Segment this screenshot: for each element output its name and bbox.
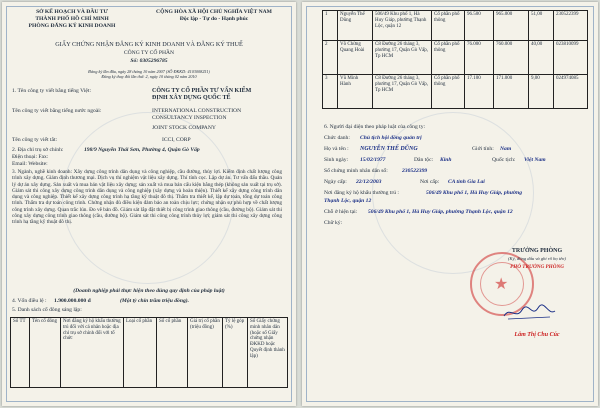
registration-date-1: Đăng ký lần đầu, ngày 28 tháng 10 năm 2007 (SỐ ĐKKD: 4103008251) xyxy=(88,69,210,74)
residence-value-2: Thạnh Lộc, quận 12 xyxy=(324,198,372,204)
company-type: CÔNG TY CỔ PHẦN xyxy=(123,50,175,56)
business-lines-note: (Doanh nghiệp phải thực hiện theo đúng quy định của pháp luật) xyxy=(73,288,225,294)
row-name: Nguyễn Thế Dũng xyxy=(338,11,373,41)
row-address: C8 Đường 26 tháng 3, phường 17, Quận Gò Vấp, Tp HCM xyxy=(373,75,432,109)
issuer-value: CA tỉnh Gia Lai xyxy=(448,179,485,185)
charter-capital-label: 4. Vốn điều lệ : xyxy=(12,298,47,304)
row-type: Cổ phần phổ thông xyxy=(432,75,465,109)
ethnic-label: Dân tộc: xyxy=(414,157,434,163)
row-id: 023810099 xyxy=(554,41,588,75)
handwritten-signature xyxy=(502,302,557,322)
company-name-en-3: JOINT STOCK COMPANY xyxy=(152,125,216,131)
star-icon: ★ xyxy=(494,276,509,293)
legal-rep-label: 6. Người đại diện theo pháp luật của công ty: xyxy=(324,124,426,130)
company-name-vi-1: CÔNG TY CỔ PHẦN TƯ VẤN KIỂM xyxy=(152,88,252,94)
email-website: Email: Website: xyxy=(12,161,48,167)
table-row xyxy=(323,11,588,41)
issue-date-value: 22/12/2003 xyxy=(356,179,382,185)
company-name-en-2: CONSULTANCY INSPECTION xyxy=(152,115,227,121)
col-address: Nơi đăng ký hộ khẩu thường trú đối với cá nhân hoặc địa chỉ trụ sở chính đối với tổ chức xyxy=(61,318,124,388)
row-value: 760.000 xyxy=(494,41,529,75)
residence-label: Nơi đăng ký hộ khẩu thường trú : xyxy=(324,190,399,196)
row-type: Cổ phần phổ thông xyxy=(432,11,465,41)
position-value: Chủ tịch hội đồng quản trị xyxy=(360,135,422,141)
row-address: C8 Đường 26 tháng 3, phường 17, Quận Gò Vấp, Tp HCM xyxy=(373,41,432,75)
current-address-label: Chỗ ở hiện tại: xyxy=(324,209,358,215)
col-name: Tên cổ đông xyxy=(30,318,61,388)
dob-value: 15/02/1977 xyxy=(360,157,386,163)
position-label: Chức danh: xyxy=(324,135,350,141)
dob-label: Sinh ngày: xyxy=(324,157,349,163)
col-pct: Tỷ lệ góp (%) xyxy=(223,318,248,388)
fullname-value: NGUYỄN THẾ DŨNG xyxy=(360,146,418,152)
official-title: TRƯỞNG PHÒNG xyxy=(511,248,563,254)
row-type: Cổ phần phổ thông xyxy=(432,41,465,75)
charter-capital-value: 1.900.000.000 đ xyxy=(54,298,91,304)
certificate-title: GIẤY CHỨNG NHẬN ĐĂNG KÝ KINH DOANH VÀ ĐĂNG KÝ THUẾ xyxy=(55,41,243,48)
row-name: Võ Chừng Quang Hoài xyxy=(338,41,373,75)
dept-line-2: THÀNH PHỐ HỒ CHÍ MINH xyxy=(35,16,109,22)
phone-fax: Điện thoại: Fax: xyxy=(12,154,49,160)
residence-value-1: 506/49 Khu phố 1, Hà Huy Giáp, phường xyxy=(426,190,523,196)
company-name-en-label: Tên công ty viết bằng tiếng nước ngoài: xyxy=(12,108,102,114)
row-shares: 76.000 xyxy=(465,41,494,75)
deputy-title: PHÓ TRƯỞNG PHÒNG xyxy=(510,264,564,270)
country-line-2: Độc lập - Tự do - Hạnh phúc xyxy=(179,16,249,22)
gender-label: Giới tính: xyxy=(472,146,494,152)
address-label: 2. Địa chỉ trụ sở chính: xyxy=(12,147,64,153)
row-id: 230522399 xyxy=(554,11,588,41)
dept-line-1: SỞ KẾ HOẠCH VÀ ĐẦU TƯ xyxy=(36,9,108,15)
gender-value: Nam xyxy=(500,146,512,152)
registration-number: Số: 0305296785 xyxy=(130,58,168,64)
row-shares: 96.500 xyxy=(465,11,494,41)
row-no: 1 xyxy=(323,11,338,41)
row-id: 024974085 xyxy=(554,75,588,109)
col-type: Loại cổ phần xyxy=(124,318,157,388)
shareholder-table xyxy=(322,10,588,109)
row-no: 3 xyxy=(323,75,338,109)
company-name-en-1: INTERNATIONAL CONSTRUCTION xyxy=(152,108,242,114)
issue-date-label: Ngày cấp: xyxy=(324,179,347,185)
company-name-vi-label: 1. Tên công ty viết bằng tiếng Việt: xyxy=(12,88,91,94)
col-shares: Số cổ phần xyxy=(157,318,188,388)
current-address-value: 506/49 Khu phố 1, Hà Huy Giáp, phường Thạnh Lộc, quận 12 xyxy=(368,209,513,215)
id-card-value: 230522399 xyxy=(402,168,428,174)
col-id: Số Giấy chứng minh nhân dân (hoặc số Giấy chứng nhận ĐKKD hoặc Quyết định thành lập) xyxy=(248,318,288,388)
nationality-label: Quốc tịch: xyxy=(492,157,516,163)
col-no: Số TT xyxy=(11,318,30,388)
address-value: 198/9 Nguyễn Thái Sơn, Phường 4, Quận Gò Vấp xyxy=(84,147,200,153)
nationality-value: Việt Nam xyxy=(524,157,546,163)
row-value: 171.000 xyxy=(494,75,529,109)
row-address: 506/49 Khu phố 1, Hà Huy Giáp, phường Thạnh Lộc, quận 12 xyxy=(373,11,432,41)
row-pct: 40,00 xyxy=(529,41,554,75)
company-name-vi-2: ĐỊNH XÂY DỰNG QUỐC TẾ xyxy=(152,95,231,101)
dept-line-3: PHÒNG ĐĂNG KÝ KINH DOANH xyxy=(28,23,116,29)
col-value: Giá trị cổ phần (triệu đồng) xyxy=(188,318,223,388)
business-lines: 3. Ngành, nghề kinh doanh: Xây dựng công trình dân dụng và công nghiệp, cầu đường, thủy lợi. Kiểm định chất lượng công trình xây dựng. Giám định thương mại. Dịch vụ thí nghiệm vật liệu xây dựng. Thí tính cọc. Lập dự án. Tư vấn đấu thầu. Quản lý dự án xây dựng. Sản xuất và mua bán vật liệu xây dựng; sản xuất và mua bán cấu kiện bằng thép (không sản xuất tại trụ sở). Giám sát thi công xây dựng công trình dân dụng và công nghiệp (xây dựng và hoàn thiện). Thiết kế xây dựng công trình dân dụng và công nghiệp. Thiết kế xây dựng công trình hạ tầng kỹ thuật đô thị. Thẩm tra thiết kế, lập dự toán, tổng dự toán công trình. Thẩm tra dự toán công trình. Chứng nhận đủ điều kiện đảm bảo an toàn chịu lực; chứng nhận sự phù hợp về chất lượng công trình xây dựng. Quan trắc lún. Đo vẽ bản đồ. Giám sát lắp đặt thiết bị công trình giao thông (cầu, đường bộ). Giám sát thi công xây dựng công trình giao thông (cầu, đường bộ). Giám sát thi công công trình thủy lợi; giám sát thi công xây dựng công trình hạ tầng kỹ thuật đô thị. xyxy=(12,169,282,225)
row-name: Vũ Minh Hành xyxy=(338,75,373,109)
row-value: 965.000 xyxy=(494,11,529,41)
issuer-label: Nơi cấp: xyxy=(420,179,440,185)
official-name: Lâm Thị Chu Cúc xyxy=(514,332,560,338)
official-subtitle: (Ký, đóng dấu và ghi rõ họ tên) xyxy=(508,256,566,261)
registration-date-2: Đăng ký thay đổi lần thứ: 2, ngày 10 tháng 02 năm 2010 xyxy=(101,74,197,79)
row-pct: 51,00 xyxy=(529,11,554,41)
signature-label: Chữ ký: xyxy=(324,220,343,226)
certificate-page-back xyxy=(302,2,598,406)
id-card-label: Số chứng minh nhân dân số: xyxy=(324,168,388,174)
table-row xyxy=(323,41,588,75)
fullname-label: Họ và tên : xyxy=(324,146,349,152)
row-shares: 17.100 xyxy=(465,75,494,109)
ethnic-value: Kinh xyxy=(440,157,452,163)
shareholders-label: 5. Danh sách cổ đông sáng lập: xyxy=(12,307,82,313)
company-abbr-label: Tên công ty viết tắt: xyxy=(12,137,58,143)
country-line-1: CỘNG HÒA XÃ HỘI CHỦ NGHĨA VIỆT NAM xyxy=(156,9,272,15)
row-pct: 9,00 xyxy=(529,75,554,109)
certificate-page-front xyxy=(2,2,296,406)
shareholder-table-header xyxy=(10,317,288,388)
charter-capital-words: (Một tỷ chín trăm triệu đồng). xyxy=(120,298,189,304)
table-row xyxy=(323,75,588,109)
company-abbr-value: ICCI, CORP xyxy=(162,137,191,143)
row-no: 2 xyxy=(323,41,338,75)
